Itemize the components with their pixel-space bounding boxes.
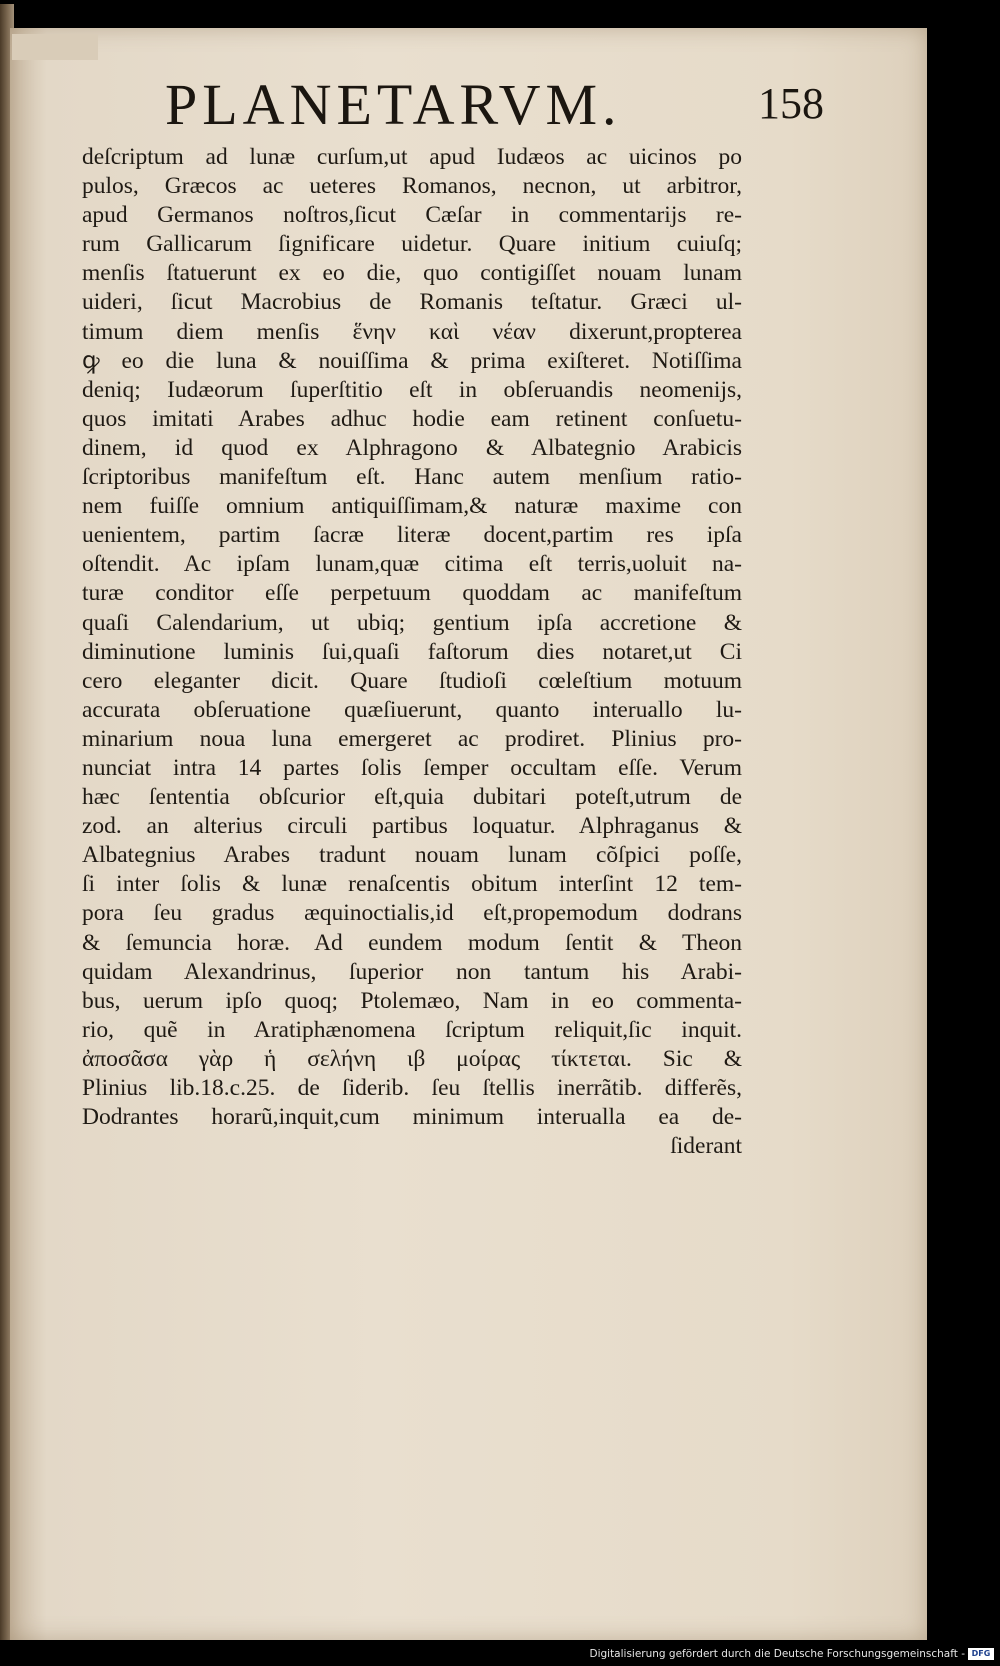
text-line: turæ conditor eſſe perpetuum quoddam ac manifeſtum: [82, 580, 742, 607]
text-line: uenientem, partim ſacræ literæ docent,partim res ipſa: [82, 522, 742, 549]
funding-credit: Digitalisierung gefördert durch die Deutsche Forschungsgemeinschaft -: [589, 1648, 965, 1660]
text-line: minarium noua luna emergeret ac prodiret. Plinius pro-: [82, 725, 742, 752]
text-line: ꝙ eo die luna & nouiſſima & prima exiſteret. Notiſſima: [82, 347, 742, 374]
text-line: pulos, Græcos ac ueteres Romanos, necnon, ut arbitror,: [82, 173, 742, 200]
text-line: accurata obſeruatione quæſiuerunt, quanto interuallo lu-: [82, 696, 742, 723]
book-page: [10, 28, 927, 1640]
digitization-footer: [589, 1646, 994, 1662]
text-line: rum Gallicarum ſignificare uidetur. Quare initium cuiuſq;: [82, 231, 742, 258]
page-number: 158: [758, 79, 824, 128]
text-line: diminutione luminis ſui,quaſi faſtorum dies notaret,ut Ci: [82, 638, 742, 665]
text-line: dinem, id quod ex Alphragono & Albategnio Arabicis: [82, 434, 742, 461]
text-line: menſis ſtatuerunt ex eo die, quo contigiſſet nouam lunam: [82, 260, 742, 287]
dfg-logo-icon: DFG: [968, 1648, 994, 1660]
text-line: ſcriptoribus manifeſtum eſt. Hanc autem menſium ratio-: [82, 464, 742, 491]
text-line: uideri, ſicut Macrobius de Romanis teſtatur. Græci ul-: [82, 289, 742, 316]
text-line: timum diem menſis ἕνην καὶ νέαν dixerunt,propterea: [82, 318, 742, 345]
text-line: quidam Alexandrinus, ſuperior non tantum his Arabi-: [82, 958, 742, 985]
text-line: apud Germanos noſtros,ſicut Cæſar in commentarijs re-: [82, 202, 742, 229]
text-line: pora ſeu gradus æquinoctialis,id eſt,propemodum dodrans: [82, 900, 742, 927]
text-line: hæc ſententia obſcurior eſt,quia dubitari poteſt,utrum de: [82, 784, 742, 811]
page-corner: [12, 34, 98, 60]
text-line: Plinius lib.18.c.25. de ſiderib. ſeu ſtellis inerrãtib. differẽs,: [82, 1075, 742, 1101]
text-line: nunciat intra 14 partes ſolis ſemper occultam eſſe. Verum: [82, 754, 742, 781]
text-line: Albategnius Arabes tradunt nouam lunam cõſpici poſſe,: [82, 842, 742, 869]
text-line: ἀποσᾶσα γὰρ ἡ σελήνη ιβ μοίρας τίκτεται. Sic &: [82, 1045, 742, 1072]
text-line: bus, uerum ipſo quoq; Ptolemæo, Nam in eo commenta-: [82, 987, 742, 1014]
text-line: quos imitati Arabes adhuc hodie eam retinent conſuetu-: [82, 405, 742, 432]
text-line: ſi inter ſolis & lunæ renaſcentis obitum interſint 12 tem-: [82, 871, 742, 898]
text-line: deſcriptum ad lunæ curſum,ut apud Iudæos ac uicinos po: [82, 144, 742, 170]
text-line: Dodrantes horarũ,inquit,cum minimum interualla ea de-: [82, 1104, 742, 1131]
running-head: PLANETARVM.: [165, 72, 622, 137]
text-line: rio, quẽ in Aratiphænomena ſcriptum reliquit,ſic inquit.: [82, 1016, 742, 1043]
body-text: [82, 143, 742, 1161]
text-line: & ſemuncia horæ. Ad eundem modum ſentit & Theon: [82, 929, 742, 956]
text-line: quaſi Calendarium, ut ubiq; gentium ipſa accretione &: [82, 609, 742, 636]
text-line: nem fuiſſe omnium antiquiſſimam,& naturæ maxime con: [82, 493, 742, 520]
text-line: oſtendit. Ac ipſam lunam,quæ citima eſt terris,uoluit na-: [82, 551, 742, 578]
text-line: deniq; Iudæorum ſuperſtitio eſt in obſeruandis neomenijs,: [82, 376, 742, 403]
text-line: cero eleganter dicit. Quare ſtudioſi cœleſtium motuum: [82, 667, 742, 694]
catchword: ſiderant: [670, 1133, 742, 1160]
text-line: zod. an alterius circuli partibus loquatur. Alphraganus &: [82, 813, 742, 840]
